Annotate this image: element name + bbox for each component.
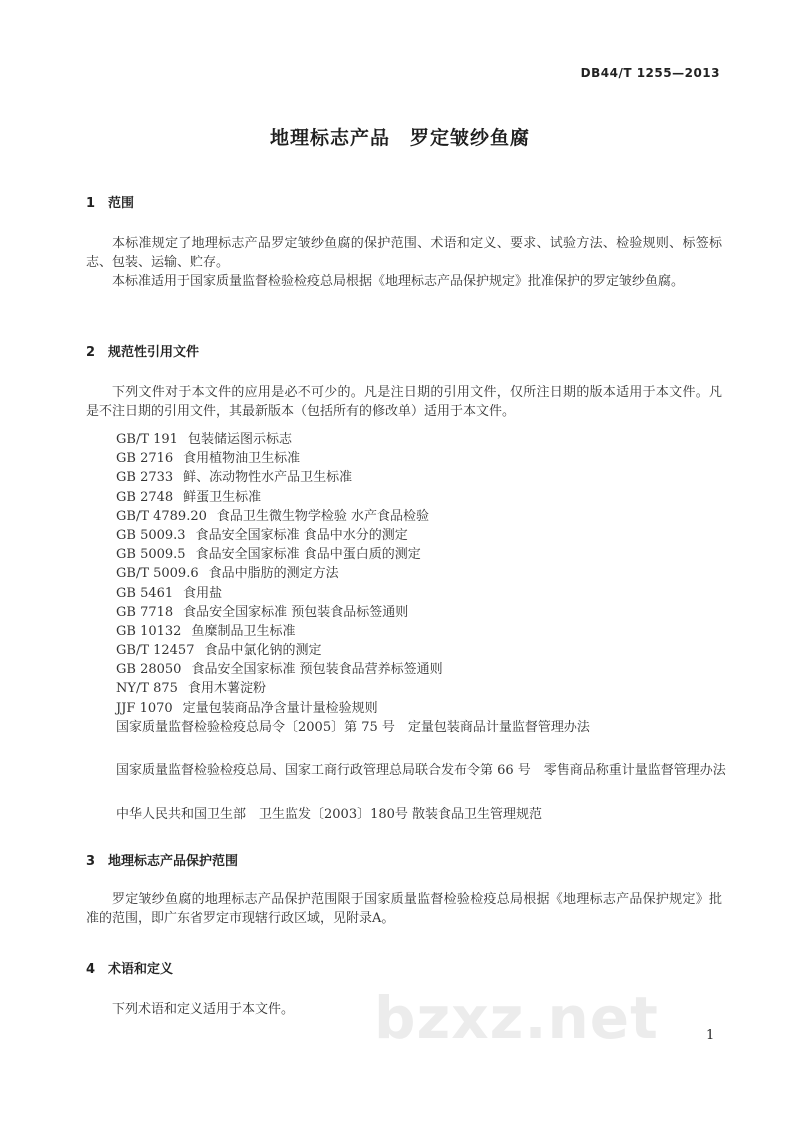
section-title: 范围 [108, 196, 135, 211]
section-1-paragraph-1: 本标准规定了地理标志产品罗定皱纱鱼腐的保护范围、术语和定义、要求、试验方法、检验规则、标签标志、包装、运输、贮存。 [86, 236, 722, 270]
section-number: 4 [86, 962, 96, 977]
reference-item: GB 5461 食用盐 [116, 585, 223, 601]
reference-item: GB/T 5009.6 食品中脂肪的测定方法 [116, 566, 339, 582]
section-4-heading [86, 958, 173, 977]
section-1-paragraph-2: 本标准适用于国家质量监督检验检疫总局根据《地理标志产品保护规定》批准保护的罗定皱纱鱼腐。 [112, 274, 685, 289]
reference-item: GB 10132 鱼糜制品卫生标准 [116, 623, 296, 639]
section-3-heading [86, 850, 238, 869]
reference-item: GB/T 12457 食品中氯化钠的测定 [116, 643, 322, 659]
reference-item: GB 2748 鲜蛋卫生标准 [116, 489, 262, 505]
reference-list [116, 430, 726, 737]
reference-item: GB/T 4789.20 食品卫生微生物学检验 水产食品检验 [116, 508, 430, 524]
reference-item: GB 2733 鲜、冻动物性水产品卫生标准 [116, 470, 353, 486]
section-2-heading [86, 341, 199, 360]
reference-item: GB 5009.3 食品安全国家标准 食品中水分的测定 [116, 527, 408, 543]
section-number: 3 [86, 854, 96, 869]
page-number: 1 [706, 1028, 715, 1043]
reference-item: NY/T 875 食用木薯淀粉 [116, 681, 266, 697]
section-4-paragraph-1: 下列术语和定义适用于本文件。 [112, 1002, 295, 1017]
section-title: 地理标志产品保护范围 [108, 854, 239, 869]
document-title: 地理标志产品 罗定皱纱鱼腐 [269, 127, 530, 149]
reference-item: GB 28050 食品安全国家标准 预包装食品营养标签通则 [116, 662, 443, 678]
reference-item-long: 中华人民共和国卫生部 卫生监发〔2003〕180号 散装食品卫生管理规范 [116, 807, 543, 822]
watermark: bzxz.net [374, 984, 659, 1052]
section-number: 2 [86, 345, 96, 360]
section-number: 1 [86, 196, 96, 211]
section-title: 规范性引用文件 [108, 345, 200, 360]
section-2-paragraph-1: 下列文件对于本文件的应用是必不可少的。凡是注日期的引用文件，仅所注日期的版本适用于本文件。凡是不注日期的引用文件，其最新版本（包括所有的修改单）适用于本文件。 [86, 385, 722, 419]
section-title: 术语和定义 [108, 962, 174, 977]
reference-item: 国家质量监督检验检疫总局令〔2005〕第 75 号 定量包装商品计量监督管理办法 [116, 719, 590, 735]
reference-item: GB 2716 食用植物油卫生标准 [116, 451, 301, 467]
section-3-paragraph-1: 罗定皱纱鱼腐的地理标志产品保护范围限于国家质量监督检验检疫总局根据《地理标志产品保护规定》批准的范围，即广东省罗定市现辖行政区域，见附录A。 [86, 892, 722, 926]
standard-code: DB44/T 1255—2013 [580, 66, 720, 80]
section-1-heading [86, 192, 134, 211]
reference-item: GB 5009.5 食品安全国家标准 食品中蛋白质的测定 [116, 547, 421, 563]
reference-item: JJF 1070 定量包装商品净含量计量检验规则 [116, 700, 378, 716]
reference-item-long: 国家质量监督检验检疫总局、国家工商行政管理总局联合发布令第 66 号 零售商品称重计量监督管理办法 [116, 763, 726, 778]
reference-item: GB/T 191 包装储运图示标志 [116, 432, 292, 447]
reference-item: GB 7718 食品安全国家标准 预包装食品标签通则 [116, 604, 409, 620]
